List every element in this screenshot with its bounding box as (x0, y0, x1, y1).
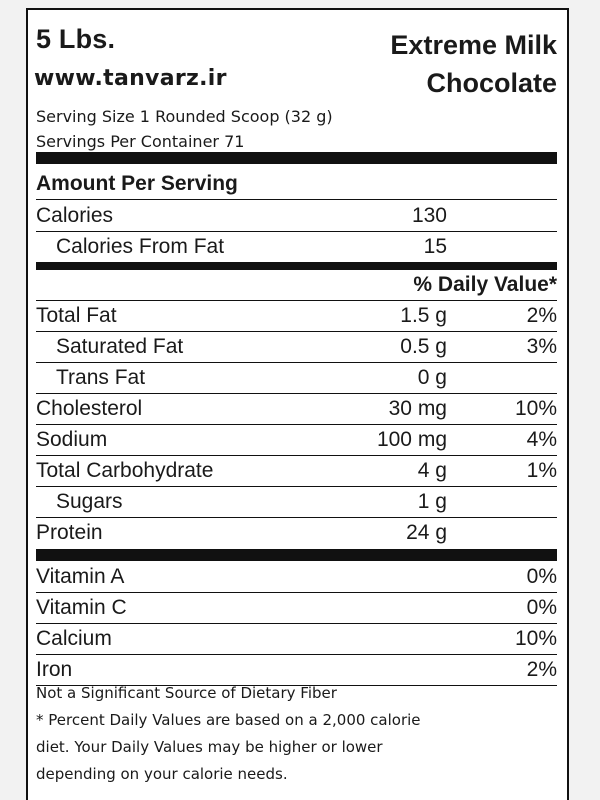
nutrient-daily-value: 3% (526, 335, 557, 358)
vitamin-row (36, 561, 557, 593)
amount-per-serving-label: Amount Per Serving (36, 172, 238, 195)
label-header (36, 20, 557, 104)
nutrient-row (36, 300, 557, 332)
serving-size: Serving Size 1 Rounded Scoop (32 g) (36, 107, 333, 126)
nutrient-amount: 0 g (417, 366, 447, 389)
product-name-line-2: Chocolate (426, 68, 557, 98)
nutrition-facts-label (26, 8, 569, 800)
nutrient-row (36, 331, 557, 363)
nutrient-row (36, 362, 557, 394)
nutrient-amount: 24 g (406, 521, 447, 544)
thick-divider (36, 152, 557, 164)
nutrient-label: Total Fat (36, 304, 117, 327)
vitamin-daily-value: 10% (514, 627, 557, 650)
nutrient-label: Trans Fat (56, 366, 146, 389)
calories-label: Calories (36, 204, 114, 227)
vitamin-row (36, 623, 557, 655)
product-name (307, 26, 557, 102)
container-size: 5 Lbs. (36, 24, 116, 54)
website-text: www.tanvarz.ir (34, 66, 227, 91)
footnote-line: Not a Significant Source of Dietary Fiber (36, 684, 337, 702)
calories-from-fat-row (36, 231, 557, 262)
daily-value-header-row (36, 269, 557, 301)
nutrient-amount: 1 g (417, 490, 447, 513)
vitamin-daily-value: 0% (526, 565, 557, 588)
vitamin-label: Calcium (36, 627, 112, 650)
nutrient-row (36, 517, 557, 548)
nutrient-row (36, 393, 557, 425)
nutrient-label: Cholesterol (36, 397, 143, 420)
nutrient-row (36, 455, 557, 487)
footnotes (36, 680, 557, 788)
vitamin-label: Vitamin C (36, 596, 127, 619)
thick-divider (36, 549, 557, 561)
nutrient-amount: 30 mg (388, 397, 447, 420)
nutrient-label: Protein (36, 521, 103, 544)
nutrient-row (36, 486, 557, 518)
footnote-line: depending on your calorie needs. (36, 765, 288, 783)
footnote-line: * Percent Daily Values are based on a 2,000 calorie (36, 711, 421, 729)
servings-per-container: Servings Per Container 71 (36, 132, 245, 151)
nutrient-row (36, 424, 557, 456)
product-name-line-1: Extreme Milk (390, 30, 557, 60)
nutrient-daily-value: 4% (526, 428, 557, 451)
nutrient-amount: 4 g (417, 459, 447, 482)
vitamin-row (36, 592, 557, 624)
nutrient-daily-value: 10% (514, 397, 557, 420)
vitamin-label: Vitamin A (36, 565, 125, 588)
calories-value: 130 (411, 204, 447, 227)
nutrient-amount: 100 mg (376, 428, 447, 451)
nutrient-label: Sodium (36, 428, 108, 451)
amount-per-serving-heading (36, 168, 557, 200)
vitamin-daily-value: 2% (526, 658, 557, 681)
calories-row (36, 200, 557, 232)
vitamin-label: Iron (36, 658, 73, 681)
nutrient-label: Total Carbohydrate (36, 459, 214, 482)
nutrient-amount: 1.5 g (400, 304, 447, 327)
nutrient-daily-value: 1% (526, 459, 557, 482)
vitamin-daily-value: 0% (526, 596, 557, 619)
serving-info (36, 104, 557, 154)
daily-value-header: % Daily Value* (413, 273, 557, 296)
nutrient-daily-value: 2% (526, 304, 557, 327)
nutrient-amount: 0.5 g (400, 335, 447, 358)
calories-from-fat-value: 15 (423, 235, 447, 258)
nutrient-label: Saturated Fat (56, 335, 184, 358)
calories-from-fat-label: Calories From Fat (56, 235, 225, 258)
footnote-line: diet. Your Daily Values may be higher or lower (36, 738, 383, 756)
nutrient-label: Sugars (56, 490, 123, 513)
